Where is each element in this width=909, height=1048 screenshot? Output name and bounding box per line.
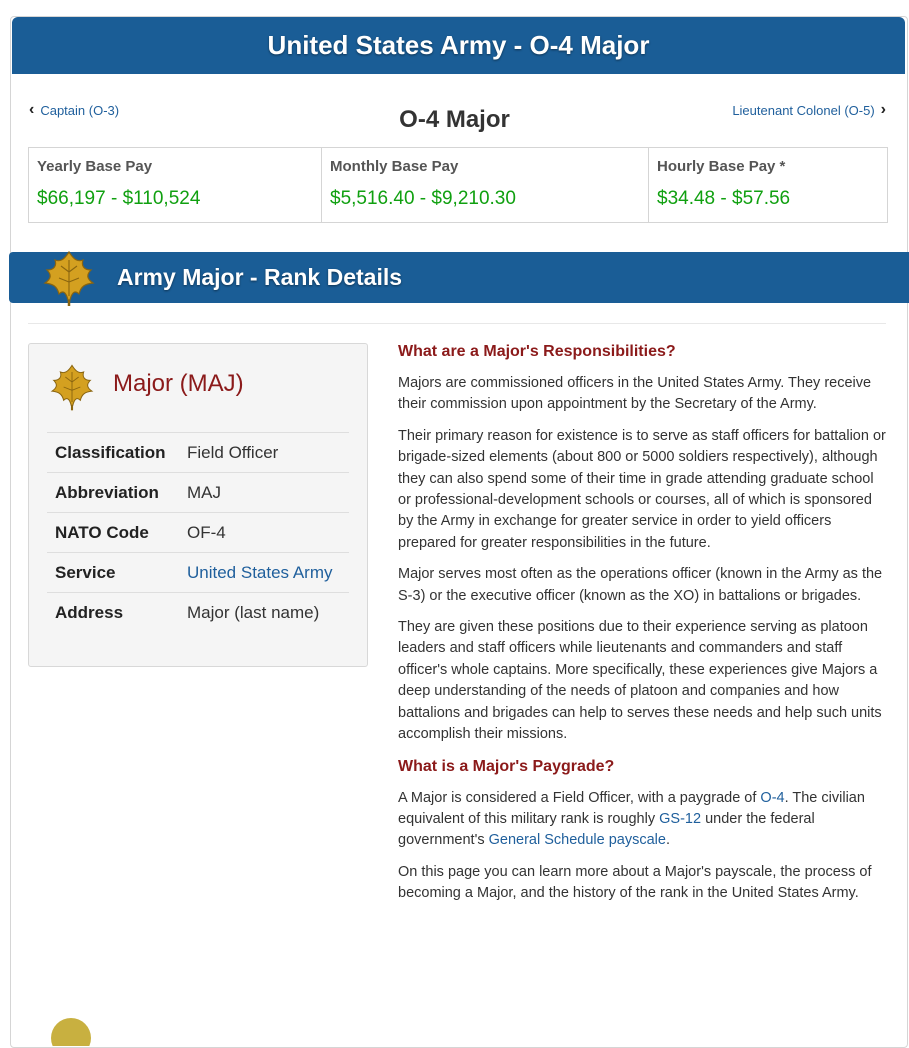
o4-link[interactable]: O-4 xyxy=(760,789,785,806)
row-key: Abbreviation xyxy=(55,482,159,502)
row-value: MAJ xyxy=(187,482,221,502)
paragraph: On this page you can learn more about a Major's payscale, the process of becoming a Major, and the history of the rank in the United States Army. xyxy=(398,863,872,902)
text: . xyxy=(665,832,670,849)
rank-info-box xyxy=(28,343,368,667)
prev-rank-label: Captain (O-3) xyxy=(40,102,120,118)
paragraph xyxy=(398,788,890,852)
paragraph: Majors are commissioned officers in the United States Army. They receive their commission upon appointment by the Secretary of the Army. xyxy=(398,375,872,413)
table-row xyxy=(47,432,349,472)
paygrade-heading: What is a Major's Paygrade? xyxy=(398,757,615,775)
paragraph: Their primary reason for existence is to serve as staff officers for battalion or brigade-sized elements (about 800 or 5000 soldiers respectively), although they can also spend some of their time in grade attending graduate school or professional-development schools or courses, all of which is sponsored by the Army in exchange for greater service in order to yield officers prepared for greater responsibilities in the future. xyxy=(398,427,886,551)
chevron-right-icon: › xyxy=(880,101,886,118)
monthly-pay-value: $5,516.40 - $9,210.30 xyxy=(330,188,516,209)
table-row xyxy=(47,552,349,592)
gs12-link[interactable]: GS-12 xyxy=(659,810,702,827)
rank-title: O-4 Major xyxy=(399,106,510,133)
row-value: OF-4 xyxy=(187,522,226,542)
page-header xyxy=(12,17,905,74)
yearly-pay-label: Yearly Base Pay xyxy=(37,158,153,175)
oak-leaf-insignia-icon xyxy=(39,248,99,308)
table-row xyxy=(47,512,349,552)
page-title: United States Army - O-4 Major xyxy=(267,30,650,60)
text: A Major is considered a Field Officer, with a paygrade of xyxy=(398,789,761,806)
oak-leaf-insignia-icon xyxy=(47,362,97,412)
pay-table xyxy=(28,147,888,223)
paragraph: Major serves most often as the operations officer (known in the Army as the S-3) or the executive officer (known as the XO) in battalions or brigades. xyxy=(398,566,883,604)
responsibilities-heading: What are a Major's Responsibilities? xyxy=(398,343,676,360)
table-row xyxy=(47,592,349,632)
row-value: Field Officer xyxy=(187,442,279,462)
service-link[interactable]: United States Army xyxy=(187,562,333,582)
row-key: Classification xyxy=(55,442,166,462)
row-value: Major (last name) xyxy=(187,602,320,622)
rank-details-header xyxy=(9,252,909,303)
row-key: Service xyxy=(55,562,116,582)
monthly-pay-cell xyxy=(321,148,648,222)
yearly-pay-value: $66,197 - $110,524 xyxy=(37,188,201,209)
oak-leaf-insignia-icon xyxy=(48,1016,94,1046)
row-key: NATO Code xyxy=(55,522,149,542)
next-rank-label: Lieutenant Colonel (O-5) xyxy=(732,102,875,118)
hourly-pay-cell xyxy=(648,148,887,222)
text: . The civilian equivalent of this military rank is roughly xyxy=(398,789,865,827)
yearly-pay-cell xyxy=(29,148,321,222)
text: under the federal government's xyxy=(398,810,815,849)
paragraph: They are given these positions due to their experience serving as platoon leaders and staff officers while lieutenants and commanders and staff officer's whole captains. More specifically, these experiences give Majors a deep understanding of the needs of platoon and companies and how battalions and brigades can help to serves these needs and help such units accomplish their missions. xyxy=(398,619,882,743)
hourly-pay-label: Hourly Base Pay * xyxy=(657,158,786,175)
table-row xyxy=(47,472,349,512)
rank-details-title: Army Major - Rank Details xyxy=(117,264,403,290)
hourly-pay-value: $34.48 - $57.56 xyxy=(657,188,791,209)
monthly-pay-label: Monthly Base Pay xyxy=(330,158,459,175)
divider xyxy=(28,323,886,324)
rank-name: Major (MAJ) xyxy=(113,370,244,397)
rank-info-table xyxy=(47,432,349,632)
general-schedule-link[interactable]: General Schedule payscale xyxy=(488,832,666,849)
chevron-left-icon: ‹ xyxy=(29,101,35,118)
row-key: Address xyxy=(55,602,124,622)
rank-description xyxy=(398,341,890,915)
